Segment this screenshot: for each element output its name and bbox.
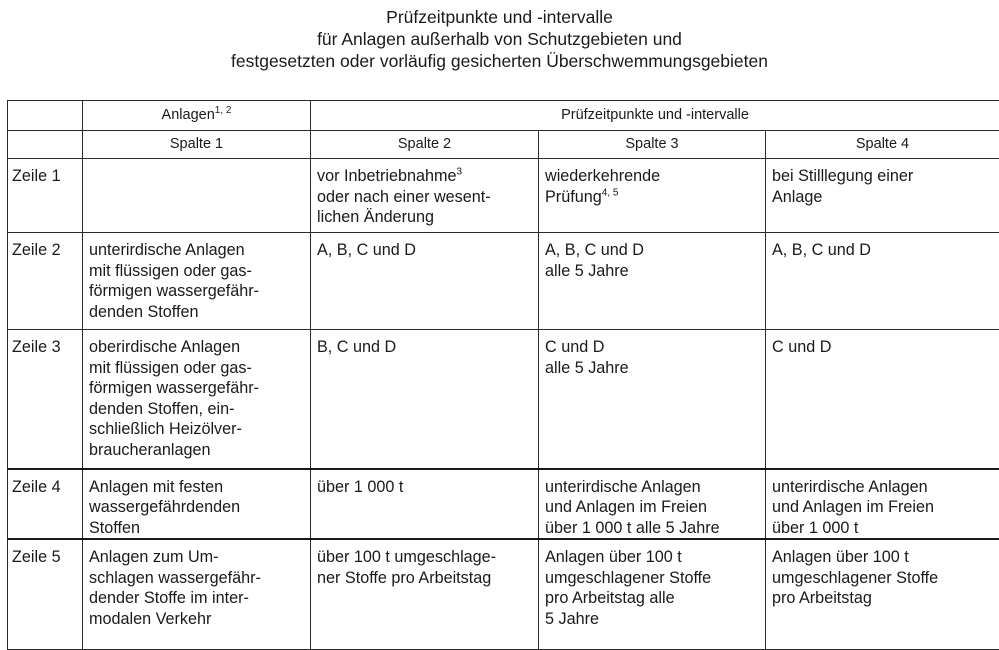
- table-row: [8, 469, 999, 540]
- table-row: [8, 159, 999, 233]
- cell-text-line: [772, 568, 993, 589]
- cell-text: unterirdische Anlagen: [772, 478, 928, 496]
- table-cell-spalte-2: [311, 539, 539, 649]
- cell-text-line: [545, 609, 759, 630]
- cell-text: modalen Verkehr: [89, 610, 211, 628]
- cell-text: oberirdische Anlagen: [89, 338, 240, 356]
- header-pruef-cell: [311, 101, 999, 131]
- header-col-4: Spalte 4: [766, 131, 999, 159]
- table-cell-spalte-2: [311, 330, 539, 469]
- table-cell-spalte-4: [766, 330, 999, 469]
- table-cell-spalte-1: [83, 469, 311, 540]
- cell-text-line: [317, 187, 532, 208]
- cell-text-line: [89, 358, 304, 379]
- cell-text-line: [545, 187, 759, 208]
- cell-text: mit flüssigen oder gas-: [89, 262, 252, 280]
- cell-text: unterirdische Anlagen: [89, 241, 245, 259]
- cell-text-line: [89, 399, 304, 420]
- cell-text-line: [89, 378, 304, 399]
- cell-text: mit flüssigen oder gas-: [89, 359, 252, 377]
- cell-text-line: [317, 337, 532, 358]
- cell-text: schließlich Heizölver-: [89, 420, 242, 438]
- cell-text-line: [545, 166, 759, 187]
- table-cell-spalte-3: [539, 159, 766, 233]
- cell-text: Stoffen: [89, 519, 140, 537]
- cell-text: Anlagen mit festen: [89, 478, 223, 496]
- cell-text-line: [317, 547, 532, 568]
- cell-text: und Anlagen im Freien: [772, 498, 934, 516]
- title-line-1: Prüfzeitpunkte und -intervalle: [0, 6, 999, 28]
- header-col-1: Spalte 1: [83, 131, 311, 159]
- cell-text-line: [545, 497, 759, 518]
- cell-text: über 1 000 t: [317, 478, 403, 496]
- cell-text: 5 Jahre: [545, 610, 599, 628]
- cell-text: braucheranlagen: [89, 441, 211, 459]
- cell-text: Anlage: [772, 188, 822, 206]
- cell-text: B, C und D: [317, 338, 396, 356]
- cell-text: förmigen wassergefähr-: [89, 379, 259, 397]
- cell-text: und Anlagen im Freien: [545, 498, 707, 516]
- table-cell-spalte-1: [83, 330, 311, 469]
- cell-text: Anlagen zum Um-: [89, 548, 219, 566]
- cell-text-line: [317, 568, 532, 589]
- cell-text: förmigen wassergefähr-: [89, 282, 259, 300]
- cell-text: A, B, C und D: [772, 241, 871, 259]
- table-cell-spalte-2: [311, 233, 539, 330]
- header-anlagen-label: Anlagen$^{1, 2}$: [162, 107, 232, 123]
- cell-text-line: [89, 588, 304, 609]
- cell-text-line: [545, 337, 759, 358]
- table-cell-spalte-3: [539, 469, 766, 540]
- cell-text-line: [772, 477, 993, 498]
- cell-text-line: [89, 547, 304, 568]
- cell-text-line: [89, 240, 304, 261]
- title-line-3: festgesetzten oder vorläufig gesicherten Überschwemmungsgebieten: [0, 50, 999, 72]
- header-col-2: Spalte 2: [311, 131, 539, 159]
- table-cell-spalte-2: [311, 159, 539, 233]
- cell-text: umgeschlagener Stoffe: [545, 569, 711, 587]
- table-cell-spalte-1: [83, 233, 311, 330]
- cell-text-line: [545, 588, 759, 609]
- cell-text-line: [89, 477, 304, 498]
- document-title: [0, 6, 999, 72]
- cell-text: A, B, C und D: [317, 241, 416, 259]
- row-label: Zeile 1: [8, 159, 83, 233]
- cell-text: A, B, C und D: [545, 241, 644, 259]
- cell-text-line: [772, 497, 993, 518]
- header-row-2: [8, 131, 999, 159]
- inspection-table: [7, 100, 999, 650]
- cell-text-line: [772, 166, 993, 187]
- cell-text: pro Arbeitstag: [772, 589, 872, 607]
- table-cell-spalte-3: [539, 233, 766, 330]
- cell-text: C und D: [772, 338, 831, 356]
- cell-text: Prüfung: [545, 188, 602, 206]
- cell-text-line: [89, 568, 304, 589]
- cell-text-line: [89, 302, 304, 323]
- cell-text: denden Stoffen, ein-: [89, 400, 235, 418]
- cell-text-line: [772, 588, 993, 609]
- cell-text-line: [89, 497, 304, 518]
- cell-text: oder nach einer wesent-: [317, 188, 491, 206]
- table-cell-spalte-3: [539, 539, 766, 649]
- table-cell-spalte-1: [83, 539, 311, 649]
- cell-text-line: [772, 547, 993, 568]
- table-row: [8, 233, 999, 330]
- cell-text: alle 5 Jahre: [545, 359, 629, 377]
- table-cell-spalte-4: [766, 469, 999, 540]
- cell-text-line: [317, 166, 532, 187]
- cell-text: bei Stilllegung einer: [772, 167, 913, 185]
- cell-text-line: [545, 261, 759, 282]
- table-row: [8, 330, 999, 469]
- cell-text-line: [317, 207, 532, 228]
- cell-text: dender Stoffe im inter-: [89, 589, 249, 607]
- table-cell-spalte-3: [539, 330, 766, 469]
- header-corner-cell: [8, 101, 83, 131]
- table-row: [8, 539, 999, 649]
- cell-text: Anlagen über 100 t: [545, 548, 682, 566]
- cell-text: vor Inbetriebnahme: [317, 167, 456, 185]
- cell-text-line: [545, 240, 759, 261]
- cell-text-line: [89, 419, 304, 440]
- footnote-marker: 3: [456, 167, 462, 178]
- cell-text-line: [772, 518, 993, 539]
- row-label: Zeile 2: [8, 233, 83, 330]
- cell-text-line: [772, 337, 993, 358]
- cell-text: lichen Änderung: [317, 208, 434, 226]
- cell-text-line: [89, 337, 304, 358]
- cell-text-line: [772, 187, 993, 208]
- cell-text-line: [545, 547, 759, 568]
- cell-text: unterirdische Anlagen: [545, 478, 701, 496]
- cell-text-line: [317, 240, 532, 261]
- header-blank-cell: [8, 131, 83, 159]
- cell-text: ner Stoffe pro Arbeitstag: [317, 569, 491, 587]
- cell-text-line: [545, 518, 759, 539]
- cell-text: C und D: [545, 338, 604, 356]
- cell-text: über 1 000 t alle 5 Jahre: [545, 519, 720, 537]
- row-label: Zeile 3: [8, 330, 83, 469]
- cell-text: schlagen wassergefähr-: [89, 569, 261, 587]
- table-cell-spalte-2: [311, 469, 539, 540]
- title-line-2: für Anlagen außerhalb von Schutzgebieten und: [0, 28, 999, 50]
- cell-text-line: [89, 261, 304, 282]
- header-anlagen-cell: [83, 101, 311, 131]
- cell-text-line: [772, 240, 993, 261]
- cell-text: pro Arbeitstag alle: [545, 589, 675, 607]
- cell-text: über 1 000 t: [772, 519, 858, 537]
- cell-text-line: [545, 568, 759, 589]
- row-label: Zeile 4: [8, 469, 83, 540]
- row-label: Zeile 5: [8, 539, 83, 649]
- header-pruef-label: Prüfzeitpunkte und -intervalle: [561, 107, 749, 123]
- cell-text-line: [545, 477, 759, 498]
- cell-text: denden Stoffen: [89, 303, 199, 321]
- table-cell-spalte-4: [766, 539, 999, 649]
- cell-text: alle 5 Jahre: [545, 262, 629, 280]
- cell-text: wassergefährdenden: [89, 498, 240, 516]
- cell-text-line: [89, 609, 304, 630]
- header-col-3: Spalte 3: [539, 131, 766, 159]
- cell-text-line: [89, 281, 304, 302]
- table-cell-spalte-1: [83, 159, 311, 233]
- cell-text-line: [317, 477, 532, 498]
- header-row-1: [8, 101, 999, 131]
- cell-text-line: [545, 358, 759, 379]
- header-anlagen-footnote: 1, 2: [215, 105, 232, 116]
- cell-text: Anlagen über 100 t: [772, 548, 909, 566]
- footnote-marker: 4, 5: [602, 187, 619, 198]
- cell-text-line: [89, 440, 304, 461]
- table-cell-spalte-4: [766, 159, 999, 233]
- cell-text-line: [89, 518, 304, 539]
- cell-text: umgeschlagener Stoffe: [772, 569, 938, 587]
- cell-text: über 100 t umgeschlage-: [317, 548, 496, 566]
- cell-text: wiederkehrende: [545, 167, 660, 185]
- table-cell-spalte-4: [766, 233, 999, 330]
